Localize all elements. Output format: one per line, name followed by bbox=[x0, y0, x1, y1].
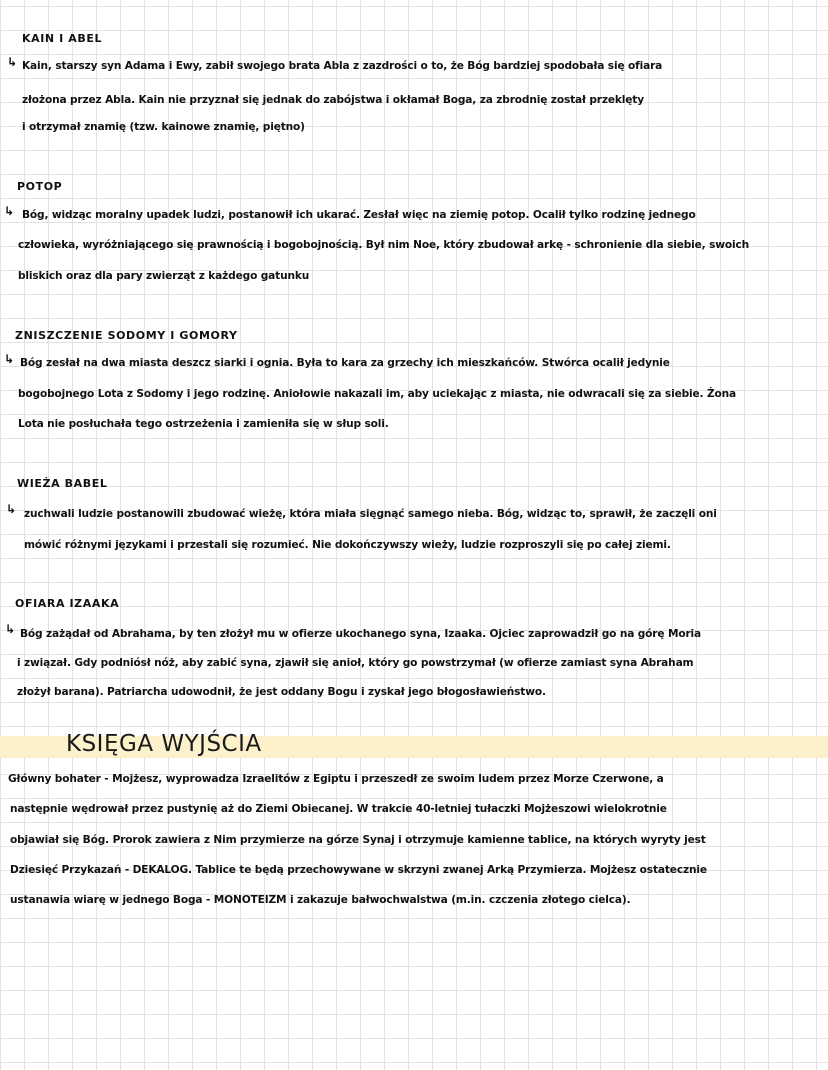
text-line: człowieka, wyróżniającego się prawnością i bogobojnością. Był nim Noe, który zbudował arkę - schronienie dla siebie, swoich bbox=[18, 239, 750, 251]
text-line: Bóg zażądał od Abrahama, by ten złożył mu w ofierze ukochanego syna, Izaaka. Ojciec zaprowadził go na górę Moria bbox=[20, 628, 702, 640]
text-line: Dziesięć Przykazań - DEKALOG. Tablice te będą przechowywane w skrzyni zwanej Arką Przymierza. Mojżesz ostatecznie bbox=[10, 864, 707, 876]
text-line: objawiał się Bóg. Prorok zawiera z Nim przymierze na górze Synaj i otrzymuje kamienne tablice, na których wyryty jest bbox=[10, 834, 706, 846]
page-title: KSIĘGA WYJŚCIA bbox=[66, 731, 262, 757]
text-line: Bóg, widząc moralny upadek ludzi, postanowił ich ukarać. Zesłał więc na ziemię potop. Ocalił tylko rodzinę jednego bbox=[22, 209, 696, 221]
arrow-icon: ↳ bbox=[4, 204, 15, 218]
arrow-icon: ↳ bbox=[7, 55, 18, 69]
section-heading: OFIARA IZAAKA bbox=[15, 597, 120, 610]
text-line: następnie wędrował przez pustynię aż do Ziemi Obiecanej. W trakcie 40-letniej tułaczki Mojżeszowi wielokrotnie bbox=[10, 803, 667, 815]
text-line: bliskich oraz dla pary zwierząt z każdego gatunku bbox=[18, 270, 310, 282]
text-line: Kain, starszy syn Adama i Ewy, zabił swojego brata Abla z zazdrości o to, że Bóg bardziej spodobała się ofiara bbox=[22, 60, 663, 72]
section-heading: WIEŻA BABEL bbox=[17, 477, 108, 490]
text-line: mówić różnymi językami i przestali się rozumieć. Nie dokończywszy wieży, ludzie rozproszyli się po całej ziemi. bbox=[24, 539, 671, 551]
section-heading: KAIN I ABEL bbox=[22, 32, 103, 45]
text-line: bogobojnego Lota z Sodomy i jego rodzinę. Aniołowie nakazali im, aby uciekając z miasta, nie odwracali się za siebie. Żona bbox=[18, 388, 737, 400]
text-line: i otrzymał znamię (tzw. kainowe znamię, piętno) bbox=[22, 121, 305, 133]
text-line: Bóg zesłał na dwa miasta deszcz siarki i ognia. Była to kara za grzechy ich mieszkańców. Stwórca ocalił jedynie bbox=[20, 357, 670, 369]
text-line: złożył barana). Patriarcha udowodnił, że jest oddany Bogu i zyskał jego błogosławieństwo. bbox=[17, 686, 546, 698]
arrow-icon: ↳ bbox=[6, 502, 17, 516]
text-line: ustanawia wiarę w jednego Boga - MONOTEIZM i zakazuje bałwochwalstwa (m.in. czczenia złotego cielca). bbox=[10, 894, 631, 906]
text-line: Główny bohater - Mojżesz, wyprowadza Izraelitów z Egiptu i przeszedł ze swoim ludem przez Morze Czerwone, a bbox=[8, 773, 664, 785]
text-line: i związał. Gdy podniósł nóż, aby zabić syna, zjawił się anioł, który go powstrzymał (w ofierze zamiast syna Abraham bbox=[17, 657, 694, 669]
section-heading: ZNISZCZENIE SODOMY I GOMORY bbox=[15, 329, 238, 342]
arrow-icon: ↳ bbox=[4, 352, 15, 366]
text-line: zuchwali ludzie postanowili zbudować wieżę, która miała sięgnąć samego nieba. Bóg, widząc to, sprawił, że zaczęli oni bbox=[24, 508, 717, 520]
text-line: Lota nie posłuchała tego ostrzeżenia i zamieniła się w słup soli. bbox=[18, 418, 389, 430]
section-heading: POTOP bbox=[17, 180, 63, 193]
text-line: złożona przez Abla. Kain nie przyznał się jednak do zabójstwa i okłamał Boga, za zbrodnię został przeklęty bbox=[22, 94, 644, 106]
arrow-icon: ↳ bbox=[5, 622, 16, 636]
